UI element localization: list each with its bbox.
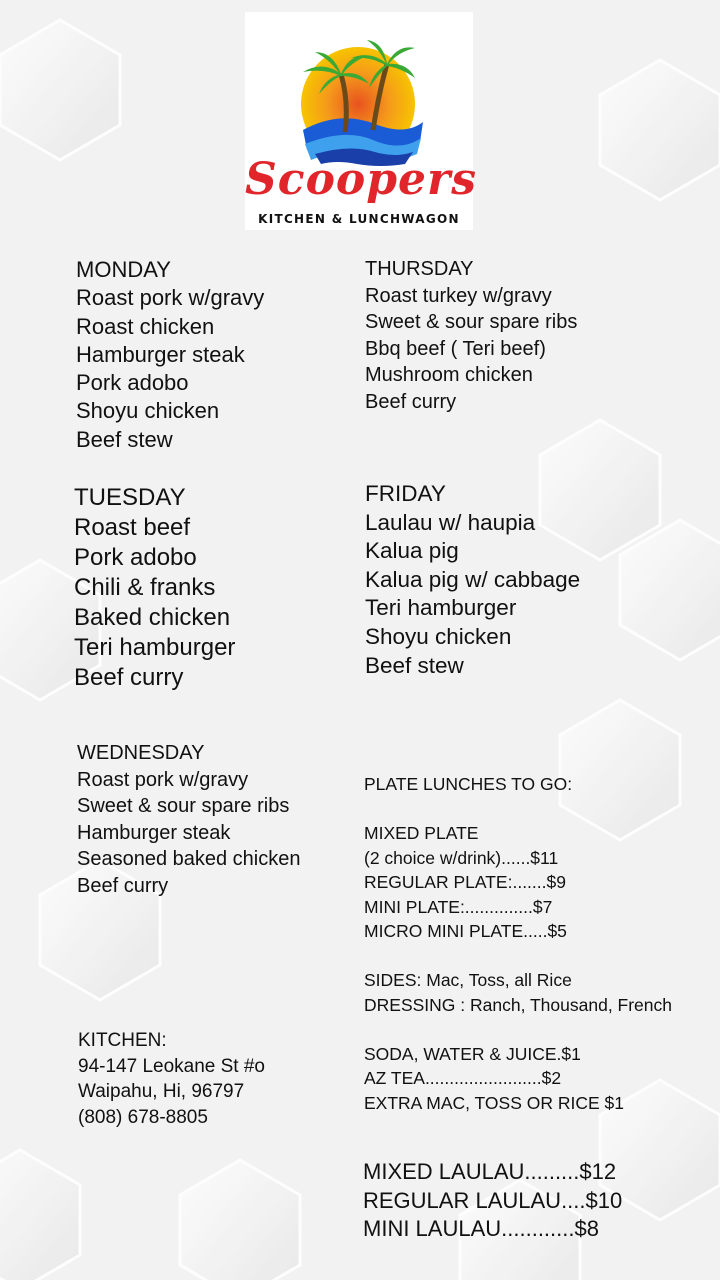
menu-item: Shoyu chicken: [365, 623, 512, 649]
menu-item: Baked chicken: [74, 604, 231, 631]
menu-item: Beef curry: [365, 390, 457, 413]
menu-item: Teri hamburger: [74, 634, 236, 661]
menu-item: Chili & franks: [74, 574, 216, 601]
laulau-line: REGULAR LAULAU....$10: [363, 1187, 623, 1213]
menu-item: Roast beef: [74, 514, 191, 541]
day-heading: TUESDAY: [74, 484, 186, 511]
plate-line: (2 choice w/drink)......$11: [364, 847, 559, 868]
menu-item: Beef curry: [74, 664, 184, 691]
price-list: [364, 772, 672, 1115]
day-heading: WEDNESDAY: [77, 742, 205, 764]
menu-item: Hamburger steak: [76, 341, 245, 367]
menu-item: Teri hamburger: [365, 595, 517, 621]
menu-item: Roast pork w/gravy: [76, 285, 265, 311]
brand-tagline: KITCHEN & LUNCHWAGON: [258, 212, 460, 226]
menu-item: Roast turkey w/gravy: [365, 284, 552, 307]
dressing-line: DRESSING : Ranch, Thousand, French: [364, 994, 673, 1015]
drink-line: AZ TEA........................$2: [364, 1068, 562, 1088]
menu-item: Roast chicken: [76, 313, 215, 339]
plate-line: MICRO MINI PLATE.....$5: [364, 921, 567, 941]
menu-item: Beef stew: [365, 652, 464, 678]
laulau-line: MIXED LAULAU.........$12: [363, 1159, 617, 1184]
brand-name: Scoopers: [245, 154, 477, 205]
kitchen-info: [78, 1028, 265, 1130]
menu-item: Hamburger steak: [77, 821, 231, 844]
laulau-line: MINI LAULAU............$8: [363, 1216, 599, 1241]
menu-item: Kalua pig w/ cabbage: [365, 566, 581, 592]
menu-item: Bbq beef ( Teri beef): [365, 337, 546, 360]
thursday-menu: [365, 256, 577, 416]
kitchen-heading: KITCHEN:: [78, 1030, 167, 1051]
menu-item: Sweet & sour spare ribs: [365, 311, 578, 334]
laulau-prices: [363, 1158, 622, 1244]
day-heading: FRIDAY: [365, 481, 446, 506]
plate-line: MIXED PLATE: [364, 823, 479, 843]
day-heading: THURSDAY: [365, 258, 474, 280]
logo: [245, 12, 477, 230]
menu-item: Laulau w/ haupia: [365, 509, 536, 535]
day-heading: MONDAY: [76, 257, 171, 282]
kitchen-phone: (808) 678-8805: [78, 1106, 208, 1128]
monday-menu: [76, 256, 264, 454]
menu-item: Mushroom chicken: [365, 364, 533, 387]
kitchen-address-line: 94-147 Leokane St #o: [78, 1055, 265, 1077]
extra-line: EXTRA MAC, TOSS OR RICE $1: [364, 1092, 624, 1113]
plates-heading: PLATE LUNCHES TO GO:: [364, 774, 573, 794]
drink-line: SODA, WATER & JUICE.$1: [364, 1043, 581, 1064]
sides-line: SIDES: Mac, Toss, all Rice: [364, 970, 572, 990]
friday-menu: [365, 480, 580, 680]
menu-item: Pork adobo: [74, 544, 197, 571]
kitchen-address-line: Waipahu, Hi, 96797: [78, 1081, 245, 1102]
menu-item: Seasoned baked chicken: [77, 848, 301, 870]
menu-item: Roast pork w/gravy: [77, 768, 249, 791]
menu-item: Pork adobo: [76, 370, 189, 396]
plate-line: MINI PLATE:..............$7: [364, 896, 553, 917]
menu-item: Beef curry: [77, 874, 169, 897]
plate-line: REGULAR PLATE:.......$9: [364, 872, 566, 892]
menu-item: Kalua pig: [365, 538, 459, 564]
tuesday-menu: [74, 483, 235, 693]
menu-item: Beef stew: [76, 426, 173, 452]
wednesday-menu: [77, 740, 301, 899]
menu-item: Sweet & sour spare ribs: [77, 795, 290, 817]
palm-island-icon: [245, 12, 473, 172]
menu-item: Shoyu chicken: [76, 398, 220, 424]
